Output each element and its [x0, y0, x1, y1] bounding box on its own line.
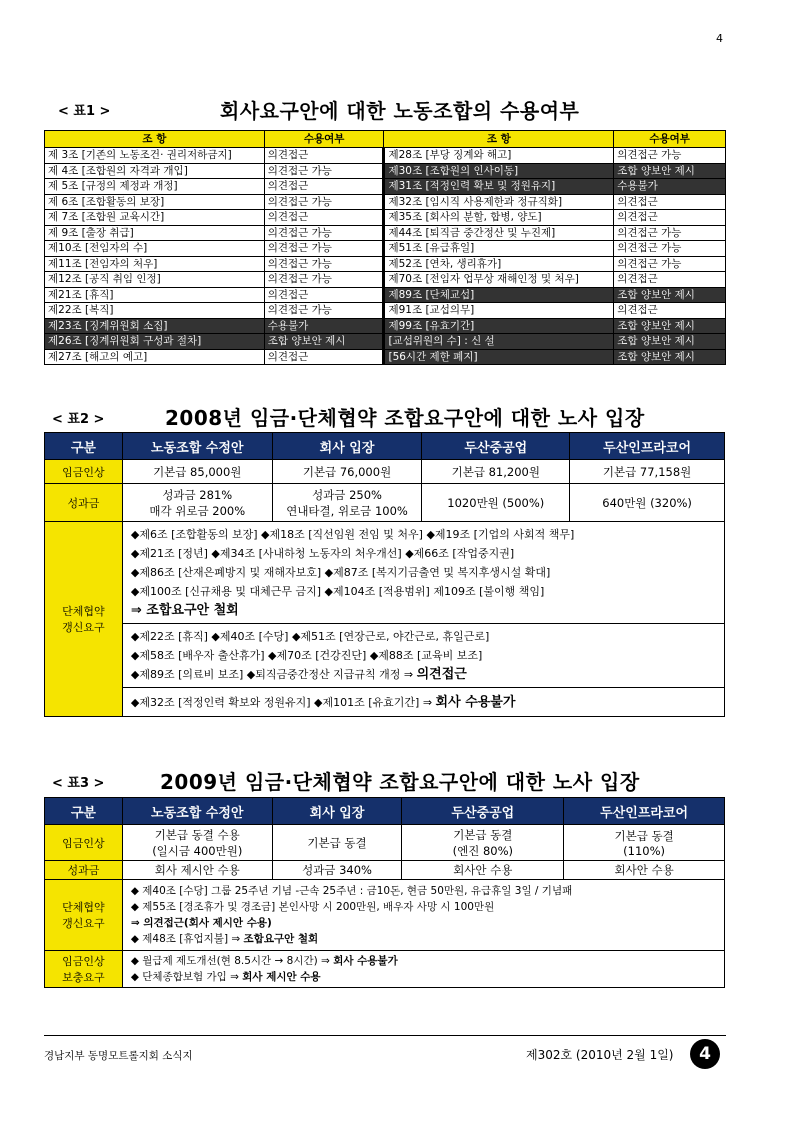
label-line: 임금인상	[62, 955, 105, 968]
table-cell	[272, 484, 422, 522]
clause-result: ⇒ 조합요구안 철회	[130, 603, 239, 618]
table3-header: 구분	[45, 798, 123, 825]
table3-title: 2009년 임금·단체협약 조합요구안에 대한 노사 입장	[160, 770, 640, 794]
agreement-block-2	[122, 624, 724, 688]
table-cell: 의견접근	[264, 287, 384, 303]
table1-header: 수용여부	[264, 131, 384, 148]
table-row	[45, 241, 726, 257]
table1-caption: < 표1 >	[58, 104, 111, 119]
table-cell: 조합 양보안 제시	[614, 163, 726, 179]
table-cell: 의견접근 가능	[614, 225, 726, 241]
table-cell: 1020만원 (500%)	[422, 484, 570, 522]
table-cell: 제27조 [해고의 예고]	[45, 349, 265, 365]
table-cell: 조합 양보안 제시	[614, 318, 726, 334]
clause-line: ◆제6조 [조합활동의 보장] ◆제18조 [직선임원 전임 및 처우] ◆제19조 [기업의 사회적 책무]	[130, 528, 575, 541]
table-row	[45, 349, 726, 365]
supplementary-block	[122, 951, 724, 988]
row-label-wage: 임금인상	[45, 460, 123, 484]
clause-line: ◆제58조 [배우자 출산휴가] ◆제70조 [건강진단] ◆제88조 [교육비 보조]	[130, 649, 483, 662]
table-cell: 의견접근	[264, 349, 384, 365]
table-cell: 제 3조 [기존의 노동조건· 권리저하금지]	[45, 148, 265, 164]
table-row	[45, 179, 726, 195]
table-cell: 제51조 [유급휴일]	[384, 241, 614, 257]
table1-title: 회사요구안에 대한 노동조합의 수용여부	[220, 99, 580, 123]
table-row	[45, 303, 726, 319]
table-cell: 의견접근 가능	[264, 163, 384, 179]
table-cell: 조합 양보안 제시	[614, 287, 726, 303]
table3-header: 두산중공업	[402, 798, 564, 825]
table-cell: 제 6조 [조합활동의 보장]	[45, 194, 265, 210]
table3	[44, 797, 725, 988]
table2-header: 회사 입장	[272, 433, 422, 460]
cell-line: 기본급 동결 수용	[154, 827, 240, 842]
agreement-block	[122, 880, 724, 951]
clause-line: ◆ 월급제 제도개선(현 8.5시간 → 8시간) ⇒	[130, 955, 330, 967]
table-row	[45, 256, 726, 272]
table-cell: 제28조 [부당 징계와 해고]	[384, 148, 614, 164]
table-cell	[122, 484, 272, 522]
table-cell: 기본급 81,200원	[422, 460, 570, 484]
clause-line: ◆제32조 [적정인력 확보와 정원유지] ◆제101조 [유효기간] ⇒	[130, 695, 433, 709]
clause-result: 의견접근	[416, 667, 467, 682]
table3-caption: < 표3 >	[52, 776, 105, 791]
table-cell: 기본급 77,158원	[570, 460, 725, 484]
clause-line: ◆제86조 [산재은폐방지 및 재해자보호] ◆제87조 [복지기금출연 및 복지후생시설 확대]	[130, 566, 551, 579]
clause-line: ◆ 제40조 [수당] 그룹 25주년 기념 -근속 25주년 : 금10돈, 현금 50만원, 유급휴일 3일 / 기념패	[130, 885, 573, 897]
table-cell: 제10조 [전임자의 수]	[45, 241, 265, 257]
clause-line: ◆ 제48조 [휴업지불] ⇒	[130, 933, 241, 945]
clause-line: ◆제89조 [의료비 보조] ◆퇴직금중간정산 지급규칙 개정 ⇒	[130, 668, 414, 681]
table-cell: 의견접근 가능	[614, 148, 726, 164]
footer-page-number: 4	[690, 1039, 720, 1069]
table-row	[45, 210, 726, 226]
cell-line: 연내타결, 위로금 100%	[286, 503, 408, 518]
table-cell: 기본급 76,000원	[272, 460, 422, 484]
table2-header: 구분	[45, 433, 123, 460]
table-cell: 제26조 [징계위원회 구성과 절차]	[45, 334, 265, 350]
table-cell: 조합 양보안 제시	[614, 334, 726, 350]
table-cell: 조합 양보안 제시	[264, 334, 384, 350]
cell-line: 기본급 동결	[453, 827, 513, 842]
cell-line: 매각 위로금 200%	[149, 503, 246, 518]
table-row	[45, 318, 726, 334]
table-row	[45, 287, 726, 303]
table-row	[45, 194, 726, 210]
agreement-block-3	[122, 688, 724, 717]
label-line: 보충요구	[62, 971, 105, 984]
table-cell: 의견접근 가능	[264, 225, 384, 241]
clause-line: ◆제100조 [신규채용 및 대체근무 금지] ◆제104조 [적용범위] 제109조 [불이행 책임]	[130, 585, 545, 598]
table-cell: 기본급 85,000원	[122, 460, 272, 484]
label-line: 단체협약	[62, 901, 105, 914]
table-cell: 의견접근 가능	[264, 241, 384, 257]
footer-issue: 제302호 (2010년 2월 1일)	[526, 1048, 674, 1062]
table-cell: 수용불가	[264, 318, 384, 334]
table-cell: 의견접근	[264, 210, 384, 226]
table-cell: 제23조 [징계위원회 소집]	[45, 318, 265, 334]
table-cell: 의견접근	[614, 210, 726, 226]
cell-line: 성과금 250%	[312, 487, 382, 502]
cell-line: (일시금 400만원)	[152, 843, 243, 858]
row-label-bonus: 성과금	[45, 861, 123, 880]
table2-header: 노동조합 수정안	[122, 433, 272, 460]
table-cell: 제 4조 [조합원의 자격과 개입]	[45, 163, 265, 179]
table-row	[45, 148, 726, 164]
page-number-top: 4	[716, 32, 723, 45]
table-cell: 제52조 [연차, 생리휴가]	[384, 256, 614, 272]
table-cell: 제22조 [복직]	[45, 303, 265, 319]
clause-line: ◆제22조 [휴직] ◆제40조 [수당] ◆제51조 [연장근로, 야간근로, 휴일근로]	[130, 630, 490, 643]
table3-header: 노동조합 수정안	[122, 798, 272, 825]
table-cell: 조합 양보안 제시	[614, 349, 726, 365]
table2-header: 두산중공업	[422, 433, 570, 460]
clause-result: 회사 수용불가	[435, 694, 516, 710]
table-cell: 제21조 [휴직]	[45, 287, 265, 303]
table-cell: [56시간 제한 폐지]	[384, 349, 614, 365]
table2-caption: < 표2 >	[52, 412, 105, 427]
table-cell: 의견접근 가능	[264, 256, 384, 272]
table-cell	[564, 825, 725, 861]
table-cell: 제35조 [회사의 분할, 합병, 양도]	[384, 210, 614, 226]
table-cell: 제12조 [공직 취임 인정]	[45, 272, 265, 288]
table-cell: 의견접근 가능	[614, 241, 726, 257]
table-cell: 제31조 [적정인력 확보 및 정원유지]	[384, 179, 614, 195]
table-row	[45, 334, 726, 350]
clause-line: ◆ 단체종합보험 가입 ⇒	[130, 971, 239, 983]
table-cell: 제70조 [전임자 업무상 재해인정 및 처우]	[384, 272, 614, 288]
table1	[44, 130, 726, 365]
clause-result: 회사 수용불가	[333, 955, 398, 967]
table-cell: 제 7조 [조합원 교육시간]	[45, 210, 265, 226]
row-label-bonus: 성과금	[45, 484, 123, 522]
row-label-agreement	[45, 880, 123, 951]
table2	[44, 432, 725, 717]
table-row	[45, 272, 726, 288]
cell-line: 기본급 동결	[614, 828, 674, 843]
table-cell: 제89조 [단체교섭]	[384, 287, 614, 303]
cell-line: 성과금 281%	[162, 487, 233, 502]
table2-header: 두산인프라코어	[570, 433, 725, 460]
table-cell: 제44조 [퇴직금 중간정산 및 누진제]	[384, 225, 614, 241]
table-cell: 제99조 [유효기간]	[384, 318, 614, 334]
footer-publication: 경남지부 동명모트롤지회 소식지	[44, 1050, 193, 1062]
row-label-supplementary	[45, 951, 123, 988]
table-cell: 회사 제시안 수용	[122, 861, 272, 880]
table-cell	[122, 825, 272, 861]
row-label-wage: 임금인상	[45, 825, 123, 861]
table-cell: 640만원 (320%)	[570, 484, 725, 522]
table1-header: 수용여부	[614, 131, 726, 148]
table-cell: 기본급 동결	[272, 825, 402, 861]
cell-line: (엔진 80%)	[452, 843, 514, 858]
label-line: 단체협약	[62, 605, 105, 618]
table-cell: 의견접근 가능	[614, 256, 726, 272]
label-line: 갱신요구	[62, 917, 105, 930]
cell-line: (110%)	[623, 843, 666, 858]
table-cell: 제 5조 [규정의 제정과 개정]	[45, 179, 265, 195]
table-cell: 의견접근	[264, 179, 384, 195]
table-cell: 성과금 340%	[272, 861, 402, 880]
table-cell	[402, 825, 564, 861]
table-cell: 의견접근	[614, 272, 726, 288]
agreement-block-1	[122, 522, 724, 624]
table-row	[45, 163, 726, 179]
table1-header: 조 항	[384, 131, 614, 148]
table-cell: 의견접근	[614, 194, 726, 210]
table-row	[45, 225, 726, 241]
label-line: 갱신요구	[62, 621, 105, 634]
footer-divider	[44, 1035, 726, 1036]
table-cell: [교섭위원의 수] : 신 설	[384, 334, 614, 350]
table-cell: 의견접근	[614, 303, 726, 319]
table-cell: 의견접근	[264, 148, 384, 164]
table-cell: 제91조 [교섭의무]	[384, 303, 614, 319]
clause-line: ◆제21조 [정년] ◆제34조 [사내하청 노동자의 처우개선] ◆제66조 [작업중지권]	[130, 547, 515, 560]
table3-header: 두산인프라코어	[564, 798, 725, 825]
table-cell: 제32조 [임시직 사용제한과 정규직화]	[384, 194, 614, 210]
table-cell: 의견접근 가능	[264, 272, 384, 288]
table-cell: 의견접근 가능	[264, 194, 384, 210]
clause-result: ⇒ 의견접근(회사 제시안 수용)	[130, 917, 272, 929]
table-cell: 제11조 [전임자의 처우]	[45, 256, 265, 272]
table-cell: 회사안 수용	[564, 861, 725, 880]
clause-result: 조합요구안 철회	[243, 933, 319, 945]
table-cell: 수용불가	[614, 179, 726, 195]
table-cell: 제 9조 [출장 취급]	[45, 225, 265, 241]
table1-header: 조 항	[45, 131, 265, 148]
table-cell: 제30조 [조합원의 인사이동]	[384, 163, 614, 179]
table3-header: 회사 입장	[272, 798, 402, 825]
table-cell: 의견접근 가능	[264, 303, 384, 319]
clause-result: 회사 제시안 수용	[242, 971, 321, 983]
table2-title: 2008년 임금·단체협약 조합요구안에 대한 노사 입장	[165, 406, 645, 430]
clause-line: ◆ 제55조 [경조휴가 및 경조금] 본인사망 시 200만원, 배우자 사망 시 100만원	[130, 901, 495, 913]
table-cell: 회사안 수용	[402, 861, 564, 880]
row-label-agreement	[45, 522, 123, 717]
